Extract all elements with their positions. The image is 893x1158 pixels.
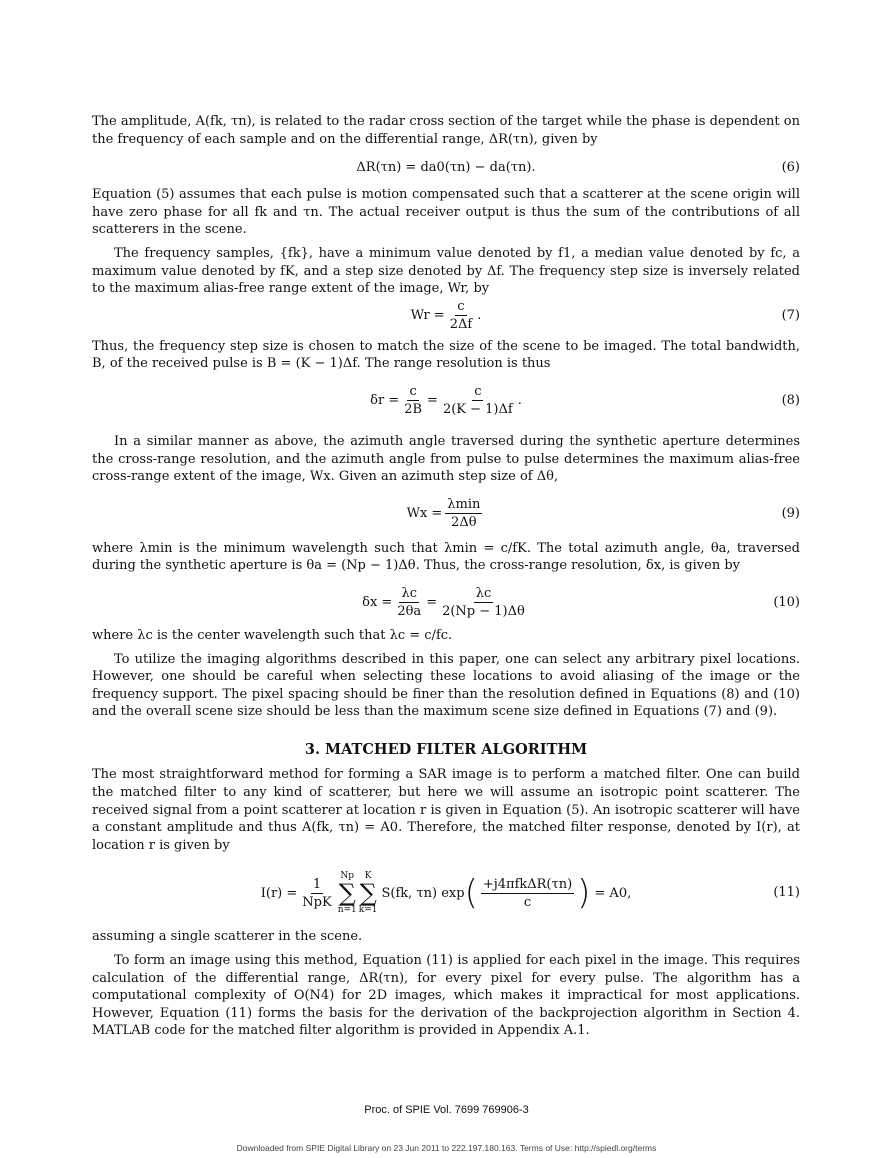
equation-9-denominator: 2Δθ [451, 515, 477, 531]
equation-9-numerator: λmin [447, 497, 481, 513]
sigma-icon: ∑ [359, 879, 377, 908]
equation-11-denominator: NpK [302, 894, 332, 910]
equation-10-numerator-2: λc [475, 586, 492, 602]
sum-k-lower: k=1 [358, 905, 378, 916]
paragraph-matched-filter: The most straightforward method for forming a SAR image is to perform a matched filter. One can build the matched filter to any kind of scatterer, but here we will assume an isotropic point scatterer. The received signal from a point scatterer at location r is given in Equation (5). An isotropic scatterer will have a constant amplitude and thus A(fk, τn) = A0. Therefore, the matched filter response, denoted by I(r), at location r is given by [92, 767, 800, 853]
equation-8-fraction-1 [402, 384, 424, 417]
equation-8 [92, 381, 800, 421]
equation-7-number: (7) [781, 307, 800, 323]
paragraph-complexity: To form an image using this method, Equation (11) is applied for each pixel in the image. This requires calculation of the differential range, ΔR(τn), for every pixel for every pulse. The algorithm has a computational complexity of O(N4) for 2D images, which makes it impractical for most applications. However, Equation (11) forms the basis for the derivation of the backprojection algorithm in Section 4. MATLAB code for the matched filter algorithm is provided in Appendix A.1. [92, 953, 800, 1039]
equation-10-numerator-1: λc [401, 586, 418, 602]
equation-8-fraction-2 [441, 384, 515, 417]
equation-11-fraction [300, 877, 333, 910]
equation-11-sum-n [338, 871, 357, 915]
equation-7-tail: . [477, 307, 482, 323]
equation-11-rhs: = A0, [594, 885, 632, 901]
equation-10-fraction-1 [395, 586, 423, 619]
equation-10 [92, 583, 800, 623]
paragraph-wavelength: where λmin is the minimum wavelength such that λmin = c/fK. The total azimuth angle, θa, traversed during the synthetic aperture is θa = (Np − 1)Δθ. Thus, the cross-range resolution, δx, is given by [92, 540, 800, 574]
equation-7-fraction [448, 299, 474, 332]
sum-n-upper: Np [340, 871, 355, 882]
paragraph-center-wavelength: where λc is the center wavelength such that λc = c/fc. [92, 627, 453, 643]
equation-8-numerator-1: c [409, 384, 417, 400]
equation-10-fraction-2 [440, 586, 527, 619]
equation-8-numerator-2: c [474, 384, 482, 400]
equation-8-equals: = [427, 393, 438, 409]
sum-k-upper: K [364, 871, 372, 882]
equation-9-number: (9) [781, 505, 800, 521]
sum-n-lower: n=1 [337, 905, 357, 916]
equation-10-denominator-2: 2(Np − 1)Δθ [442, 604, 525, 620]
right-paren-icon: ) [577, 873, 591, 914]
page-footer: Proc. of SPIE Vol. 7699 769906-3 [364, 1104, 529, 1116]
download-notice: Downloaded from SPIE Digital Library on 23 Jun 2011 to 222.197.180.163. Terms of Use: http://spiedl.org/terms [236, 1143, 657, 1153]
paragraph-single-scatterer: assuming a single scatterer in the scene. [92, 929, 363, 945]
equation-11-number: (11) [773, 885, 800, 901]
equation-6-number: (6) [781, 160, 800, 176]
paragraph-amplitude: The amplitude, A(fk, τn), is related to the radar cross section of the target while the phase is dependent on the frequency of each sample and on the differential range, ΔR(τn), given by [92, 114, 800, 147]
equation-7-lhs: Wr = [410, 307, 445, 323]
equation-7-numerator: c [457, 299, 465, 315]
equation-10-equals: = [426, 595, 438, 611]
section-heading: 3. MATCHED FILTER ALGORITHM [304, 740, 588, 758]
body-text [92, 113, 800, 1040]
equation-11-exp-denominator: c [523, 894, 532, 910]
equation-9-fraction [445, 497, 482, 530]
equation-11-lhs: I(r) = [260, 885, 298, 901]
equation-11-exp-numerator: +j4πfkΔR(τn) [482, 876, 573, 892]
equation-8-denominator-1: 2B [404, 402, 423, 418]
paragraph-pixel-locations: To utilize the imaging algorithms described in this paper, one can select any arbitrary pixel locations. However, one should be careful when selecting these locations to avoid aliasing of the image or the frequency support. The pixel spacing should be finer than the resolution defined in Equations (8) and (10) and the overall scene size should be less than the maximum scene size defined in Equations (7) and (9). [92, 651, 800, 720]
equation-11 [92, 864, 800, 922]
equation-9 [92, 494, 800, 534]
equation-8-denominator-2: 2(K − 1)Δf [442, 402, 513, 418]
equation-8-number: (8) [781, 393, 800, 409]
equation-10-number: (10) [773, 595, 800, 611]
equation-7-denominator: 2Δf [449, 317, 473, 333]
left-paren-icon: ( [464, 873, 478, 914]
paragraph-motion-comp: Equation (5) assumes that each pulse is motion compensated such that a scatterer at the scene origin will have zero phase for all fk and τn. The actual receiver output is thus the sum of the contributions of all scatterers in the scene. [92, 187, 800, 238]
equation-11-numerator: 1 [312, 876, 322, 892]
equation-8-lhs: δr = [370, 393, 400, 409]
equation-7 [92, 298, 800, 334]
equation-8-tail: . [517, 393, 522, 409]
sigma-icon: ∑ [338, 879, 356, 908]
equation-9-lhs: Wx = [406, 505, 443, 521]
equation-10-denominator-1: 2θa [397, 604, 422, 620]
equation-11-exp-fraction [481, 877, 574, 910]
paragraph-frequency-samples: The frequency samples, {fk}, have a minimum value denoted by f1, a median value denoted by fc, a maximum value denoted by fK, and a step size denoted by Δf. The frequency step size is inversely related to the maximum alias-free range extent of the image, Wr, by [92, 245, 800, 297]
paragraph-bandwidth: Thus, the frequency step size is chosen to match the size of the scene to be imaged. The total bandwidth, B, of the received pulse is B = (K − 1)Δf. The range resolution is thus [92, 338, 800, 372]
equation-6 [92, 156, 800, 180]
equation-11-body: S(fk, τn) exp [381, 885, 465, 901]
equation-6-body: ΔR(τn) = da0(τn) − da(τn). [356, 160, 536, 176]
equation-11-sum-k [359, 871, 378, 915]
equation-10-lhs: δx = [362, 595, 393, 611]
paragraph-azimuth: In a similar manner as above, the azimuth angle traversed during the synthetic aperture determines the cross-range resolution, and the azimuth angle from pulse to pulse determines the maximum alias-free cross-range extent of the image, Wx. Given an azimuth step size of Δθ, [92, 433, 800, 485]
